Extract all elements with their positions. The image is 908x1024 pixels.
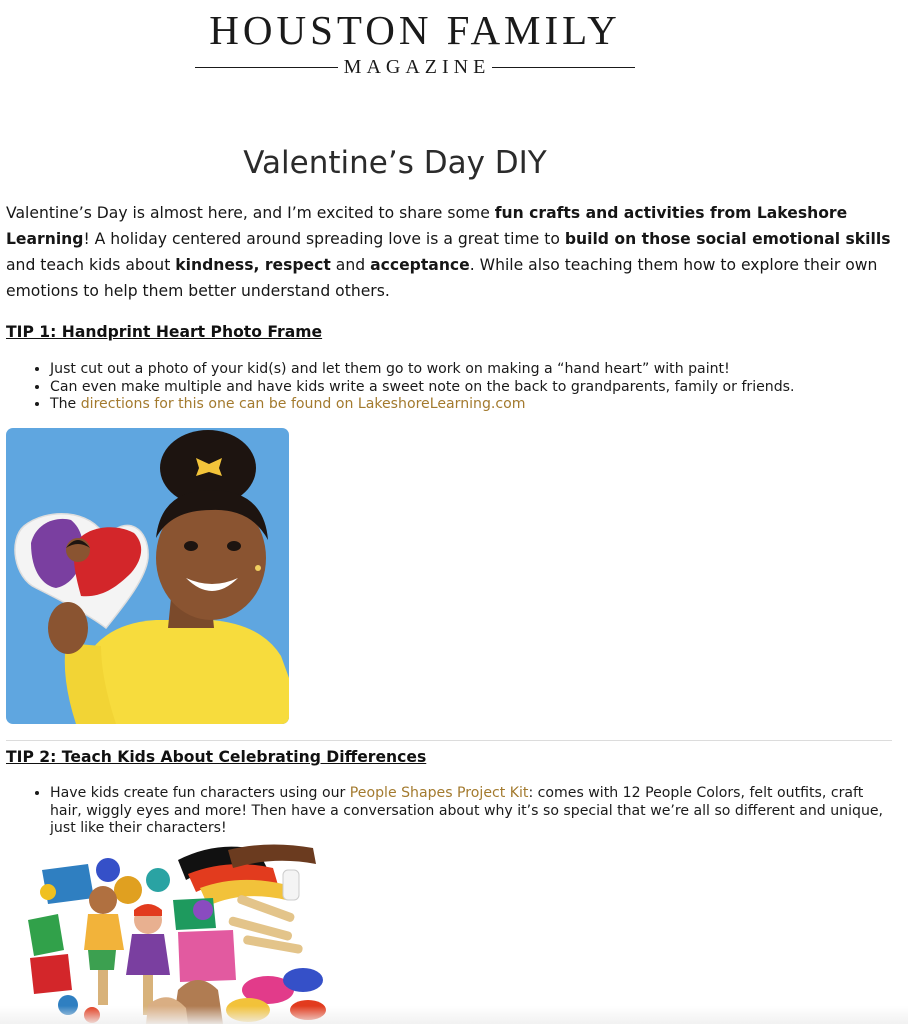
intro-bold-3: kindness, respect: [175, 256, 331, 274]
article-intro: [6, 200, 896, 304]
tip-1-list: [6, 361, 891, 414]
people-shapes-kit-graphic: [28, 840, 328, 1024]
handprint-heart-photo-graphic: [6, 428, 289, 724]
site-logo-subtitle: [195, 56, 635, 78]
logo-rule-right: [492, 67, 635, 68]
people-shapes-kit-link[interactable]: People Shapes Project Kit: [349, 785, 529, 801]
intro-text-5: . While also teaching them how to explore their own emotions to help them better understand others.: [6, 256, 878, 300]
intro-bold-1: fun crafts and activities from Lakeshore Learning: [6, 204, 848, 248]
site-logo-title: HOUSTON FAMILY: [209, 7, 621, 53]
list-item: • Can even make multiple and have kids write a sweet note on the back to grandparents, family or friends.: [50, 379, 891, 397]
logo-subtitle-text: MAGAZINE: [343, 56, 491, 78]
intro-bold-4: acceptance: [370, 256, 470, 274]
tip-2-list: [6, 785, 891, 838]
tip-2-heading: TIP 2: Teach Kids About Celebrating Differences: [6, 748, 427, 766]
list-item-suffix: : comes with 12 People Colors, felt outfits, craft hair, wiggly eyes and more! Then have a conversation about why it’s so special that we’re all so different and unique, just like their characters!: [50, 785, 884, 837]
intro-text-3: and teach kids about: [6, 256, 176, 274]
list-item-prefix: The: [50, 396, 81, 413]
people-shapes-kit-photo: [28, 840, 328, 1024]
site-masthead[interactable]: [195, 8, 635, 78]
lakeshore-directions-link[interactable]: directions for this one can be found on LakeshoreLearning.com: [80, 396, 526, 413]
handprint-heart-photo: [6, 428, 289, 724]
intro-text-2: ! A holiday centered around spreading love is a great time to: [83, 230, 565, 248]
list-item-prefix: Have kids create fun characters using our: [50, 785, 350, 801]
intro-text-4: and: [330, 256, 371, 274]
section-divider: [6, 740, 892, 741]
intro-text-1: Valentine’s Day is almost here, and I’m excited to share some: [6, 204, 495, 222]
list-item: [50, 396, 891, 414]
article-title: Valentine’s Day DIY: [243, 145, 547, 181]
page-bottom-fade: [0, 1006, 908, 1024]
list-item: • Just cut out a photo of your kid(s) and let them go to work on making a “hand heart” with paint!: [50, 361, 891, 379]
logo-rule-left: [195, 67, 338, 68]
list-item: [50, 785, 891, 838]
tip-1-heading: TIP 1: Handprint Heart Photo Frame: [6, 323, 323, 341]
intro-bold-2: build on those social emotional skills: [564, 230, 891, 248]
